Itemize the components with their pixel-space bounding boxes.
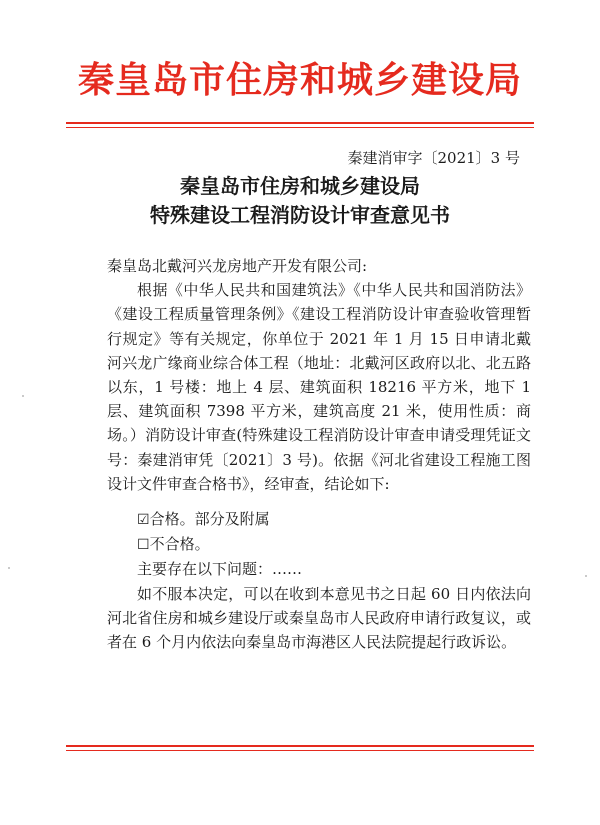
option-fail-label: 不合格。 xyxy=(149,535,210,554)
scan-speck xyxy=(22,395,24,397)
footer-rule-thick xyxy=(66,745,534,747)
letterhead-rule-thin xyxy=(66,127,534,128)
scan-speck xyxy=(585,575,587,577)
footer-rule-thin xyxy=(66,750,534,751)
letterhead-title: 秦皇岛市住房和城乡建设局 xyxy=(77,59,522,101)
document-body xyxy=(107,254,531,654)
option-pass xyxy=(107,507,531,532)
letterhead-rule-thick xyxy=(66,122,534,124)
appeal-paragraph: 如不服本决定，可以在收到本意见书之日起 60 日内依法向河北省住房和城乡建设厅或秦皇岛市人民政府申请行政复议，或者在 6 个月内依法向秦皇岛市海港区人民法院提起行政诉讼。 xyxy=(107,584,531,652)
main-paragraph: 根据《中华人民共和国建筑法》《中华人民共和国消防法》《建设工程质量管理条例》《建设工程消防设计审查验收管理暂行规定》等有关规定，你单位于 2021 年 1 月 15 日申请北戴河兴龙广缘商业综合体工程（地址：北戴河区政府以北、北五路以东，1 号楼：地上 4 层、建筑面积 18216 平方米，地下 1 层、建筑面积 7398 平方米，建筑高度 21 米，使用性质：商场。）消防设计审查(特殊建设工程消防设计审查申请受理凭证文号：秦建消审凭〔2021〕3 号)。依据《河北省建设工程施工图设计文件审查合格书》，经审查，结论如下: xyxy=(107,281,531,493)
document-number: 秦建消审字〔2021〕3 号 xyxy=(347,149,520,167)
document-title-line2: 特殊建设工程消防设计审查意见书 xyxy=(150,203,450,227)
recipient-line: 秦皇岛北戴河兴龙房地产开发有限公司: xyxy=(107,257,368,275)
issues-line: 主要存在以下问题：…… xyxy=(137,560,303,579)
checked-box-icon: ☑ xyxy=(137,512,150,529)
document-title-line1: 秦皇岛市住房和城乡建设局 xyxy=(180,174,420,198)
scan-speck xyxy=(8,567,10,569)
option-fail xyxy=(107,532,531,557)
empty-box-icon: ☐ xyxy=(137,537,150,554)
option-pass-label: 合格。部分及附属 xyxy=(149,510,270,529)
